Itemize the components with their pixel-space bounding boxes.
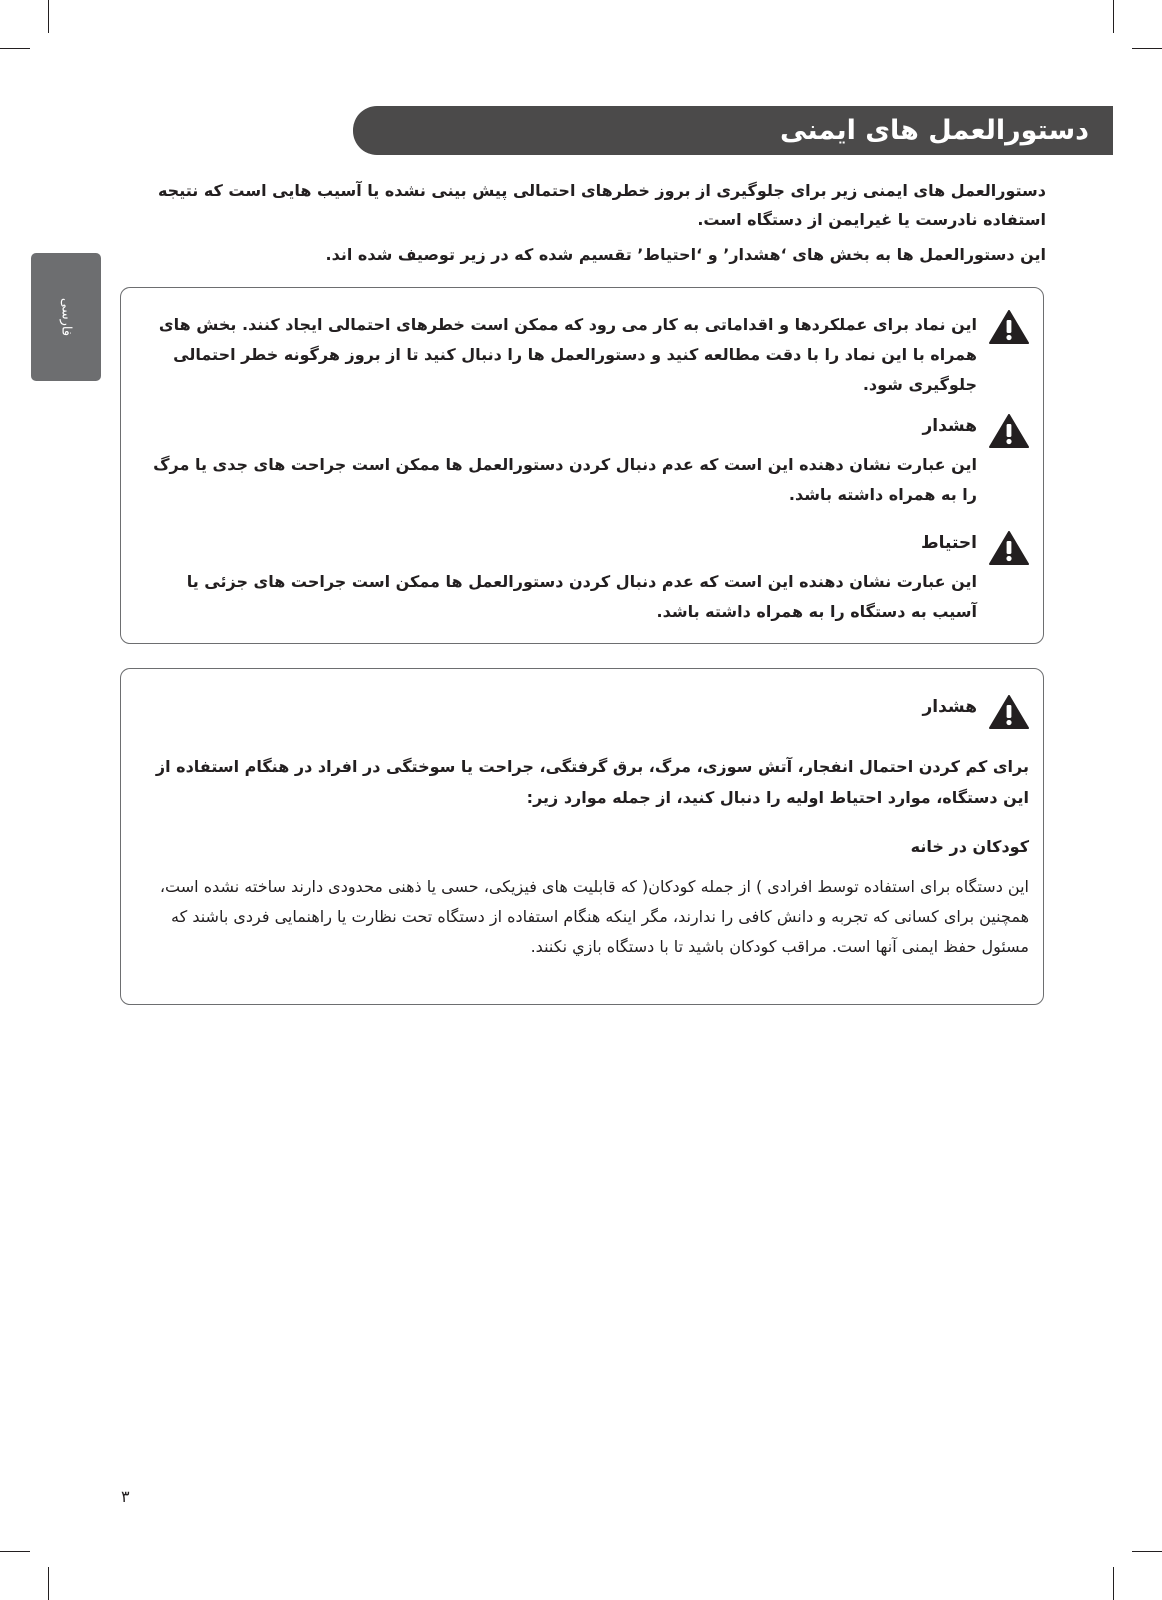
warning-text: این عبارت نشان دهنده این است که عدم دنبال کردن دستورالعمل ها ممکن است جراحت های جدی یا مرگ را به همراه داشته باشد. — [153, 455, 977, 504]
warning-triangle-icon — [989, 695, 1029, 729]
warning-triangle-icon — [989, 310, 1029, 344]
language-tab-label: فارسی — [58, 297, 74, 337]
crop-mark — [0, 48, 30, 49]
page-title — [353, 106, 1113, 155]
general-symbol-text: این نماد برای عملکردها و اقداماتی به کار می رود که ممکن است خطرهای احتمالی ایجاد کنند. بخش های همراه با این نماد را با دقت مطالعه کنید و دستورالعمل ها را دنبال کنید تا از بروز هرگونه خطر احتمالی جلوگیری شود. — [158, 315, 977, 394]
general-symbol-entry — [137, 310, 1029, 400]
section-subheading: کودکان در خانه — [910, 837, 1029, 856]
intro-paragraph: این دستورالعمل ها به بخش های ‘هشدار’ و ‘احتیاط’ تقسیم شده که در زیر توصیف شده اند. — [325, 245, 1046, 264]
warning-box — [120, 668, 1044, 1005]
crop-mark — [1132, 1551, 1162, 1552]
crop-mark — [1113, 0, 1114, 33]
page-number: ۳ — [121, 1487, 130, 1506]
warning-title: هشدار — [922, 697, 977, 717]
warning-title: هشدار — [922, 416, 977, 436]
language-tab — [31, 253, 101, 381]
crop-mark — [0, 1551, 30, 1552]
crop-mark — [1113, 1567, 1114, 1600]
crop-mark — [48, 1567, 49, 1600]
crop-mark — [1132, 48, 1162, 49]
crop-mark — [48, 0, 49, 33]
children-paragraph: این دستگاه برای استفاده توسط افرادی ) از جمله کودکان( که قابلیت های فیزیکی، حسی یا ذهنی محدودی دارند ساخته نشده است، همچنین برای کسانی که تجربه و دانش کافی را ندارند، مگر اینکه هنگام استفاده از دستگاه تحت نظارت یا راهنمایی فردی باشند که مسئول حفظ ایمنی آنها است. مراقب کودکان باشید تا با دستگاه بازي نکنند. — [159, 877, 1029, 956]
intro-paragraph: دستورالعمل های ایمنی زیر برای جلوگیری از بروز خطرهای احتمالی پیش بینی نشده یا آسیب هایی است که نتیجه استفاده نادرست یا غیرایمن از دستگاه است. — [157, 181, 1046, 229]
warning-triangle-icon — [989, 531, 1029, 565]
page-title-text: دستورالعمل های ایمنی — [780, 115, 1089, 146]
caution-text: این عبارت نشان دهنده این است که عدم دنبال کردن دستورالعمل ها ممکن است جراحت های جزئی یا آسیب به دستگاه را به همراه داشته باشد. — [186, 572, 977, 621]
warning-triangle-icon — [989, 414, 1029, 448]
warning-text: برای کم کردن احتمال انفجار، آتش سوزی، مرگ، برق گرفتگی، جراحت یا سوختگی در افراد در هنگام استفاده از این دستگاه، موارد احتیاط اولیه را دنبال کنید، از جمله موارد زیر: — [155, 757, 1029, 807]
caution-title: احتیاط — [921, 533, 977, 553]
safety-symbols-box — [120, 287, 1044, 644]
